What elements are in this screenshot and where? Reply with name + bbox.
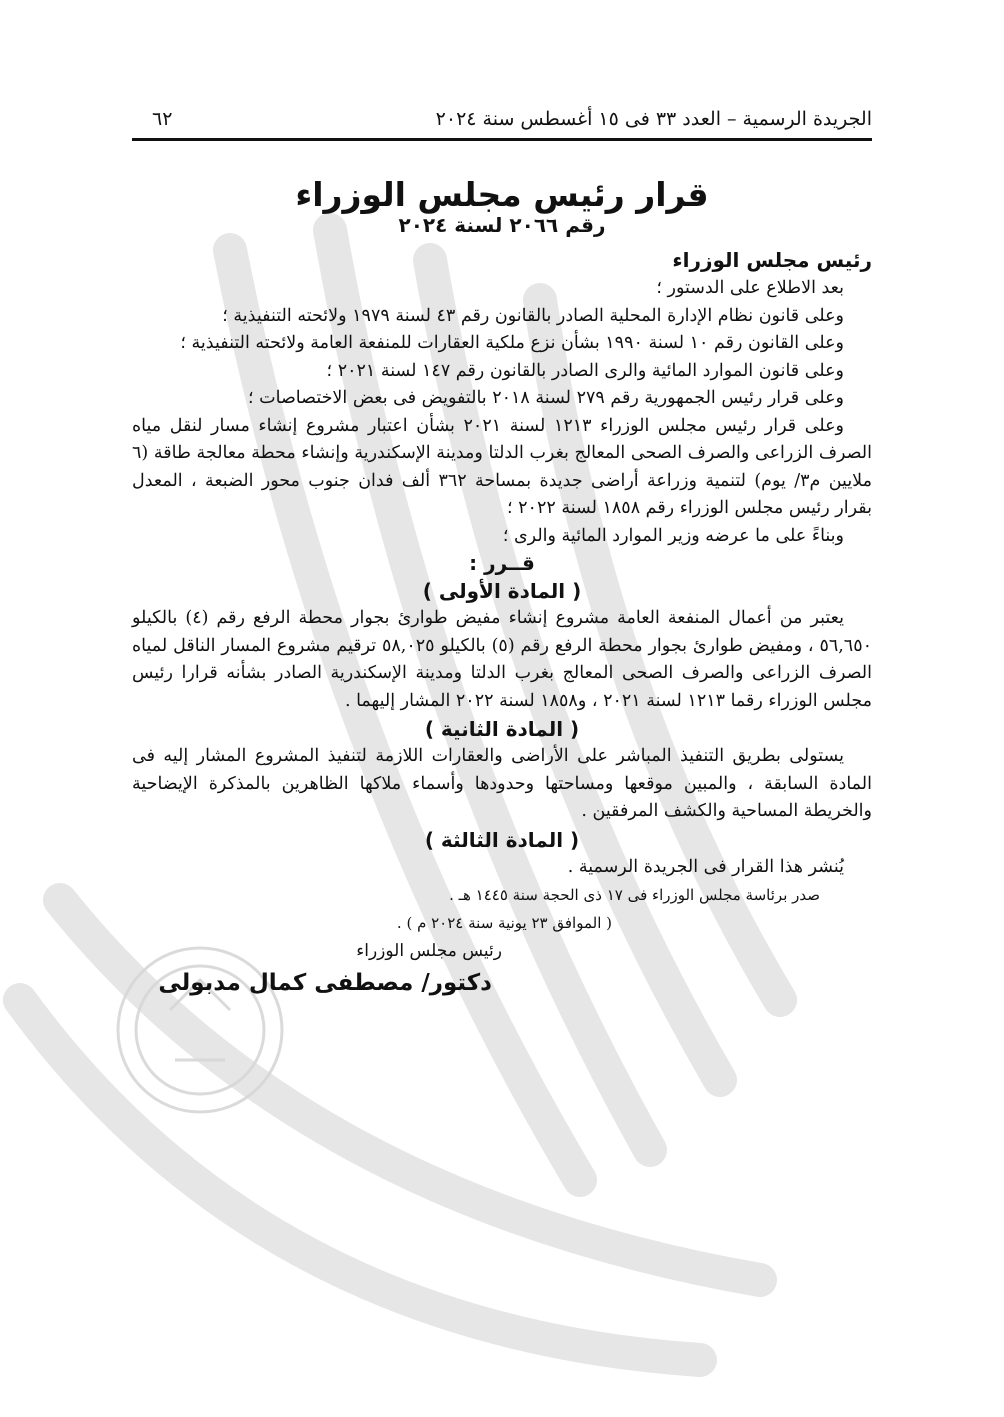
article-heading: ( المادة الثالثة ) [424,827,580,852]
page-number: ٦٢ [152,108,173,130]
article-text: يستولى بطريق التنفيذ المباشر على الأراضى والعقارات اللازمة لتنفيذ المشروع المشار إليه فى المادة السابقة ، والمبين موقعها ومساحتها وحدودها وأسماء ملاكها الظاهرين بالمذكرة الإيضاحية والخريطة المساحية والكشف المرفقين . [132,746,872,821]
article-heading: ( المادة الثانية ) [424,717,580,741]
issuer-heading: رئيس مجلس الوزراء [672,248,872,272]
agreement-date-line: ( الموافق ٢٣ يونية سنة ٢٠٢٤ م ) . [396,914,612,932]
preamble-clause: وعلى قرار رئيس مجلس الوزراء ١٢١٣ لسنة ٢٠٢١ بشأن اعتبار مشروع إنشاء مسار لنقل مياه الصرف الزراعى والصرف الصحى المعالج بغرب الدلتا ومدينة الإسكندرية وإنشاء محطة معالجة طاقة (٦ ملايين م٣/ يوم) لتنمية وزراعة أراضى جديدة بمساحة ٣٦٢ ألف فدان جنوب محور الضبعة ، المعدل بقرار رئيس مجلس الوزراء رقم ١٨٥٨ لسنة ٢٠٢٢ ؛ [132,415,873,518]
preamble-clause: وعلى قانون نظام الإدارة المحلية الصادر بالقانون رقم ٤٣ لسنة ١٩٧٩ ولائحته التنفيذية ؛ [222,305,844,326]
preamble-clause: بعد الاطلاع على الدستور ؛ [656,278,844,298]
preamble-clause: وعلى القانون رقم ١٠ لسنة ١٩٩٠ بشأن نزع ملكية العقارات للمنفعة العامة ولائحته التنفيذية ؛ [180,333,844,353]
preamble-clause: وعلى قانون الموارد المائية والرى الصادر بالقانون رقم ١٤٧ لسنة ٢٠٢١ ؛ [326,360,844,381]
article-heading: ( المادة الأولى ) [422,579,582,603]
gazette-issue-line: الجريدة الرسمية – العدد ٣٣ فى ١٥ أغسطس سنة ٢٠٢٤ [435,108,872,130]
decree-number: رقم ٢٠٦٦ لسنة ٢٠٢٤ [398,213,606,237]
preamble-clause: وعلى قرار رئيس الجمهورية رقم ٢٧٩ لسنة ٢٠١٨ بالتفويض فى بعض الاختصاصات ؛ [248,388,844,408]
signature-title: رئيس مجلس الوزراء [356,941,502,961]
signature-name: دكتور/ مصطفى كمال مدبولى [158,970,492,996]
decree-title: قرار رئيس مجلس الوزراء [295,175,709,214]
watermark-stroke [20,1000,700,1360]
decided-heading: قــرر : [469,551,535,575]
document-page [132,108,872,1001]
article-text: يُنشر هذا القرار فى الجريدة الرسمية . [567,856,844,877]
preamble-clause: وبناءً على ما عرضه وزير الموارد المائية والرى ؛ [502,525,844,546]
article-text: يعتبر من أعمال المنفعة العامة مشروع إنشاء مفيض طوارئ بجوار محطة الرفع رقم (٤) بالكيلو ٥٦,٦٥٠ ، ومفيض طوارئ بجوار محطة الرفع رقم (٥) بالكيلو ٥٨,٠٢٥ ترقيم مشروع المسار الناقل لمياه الصرف الزراعى والصرف الصحى المعالج بغرب الدلتا ومدينة الإسكندرية الصادر بشأنه قرارا رئيس مجلس الوزراء رقما ١٢١٣ لسنة ٢٠٢١ ، و١٨٥٨ لسنة ٢٠٢٢ المشار إليهما . [132,608,872,711]
page-header [132,108,872,141]
issued-line: صدر برئاسة مجلس الوزراء فى ١٧ ذى الحجة سنة ١٤٤٥ هـ . [449,886,820,904]
